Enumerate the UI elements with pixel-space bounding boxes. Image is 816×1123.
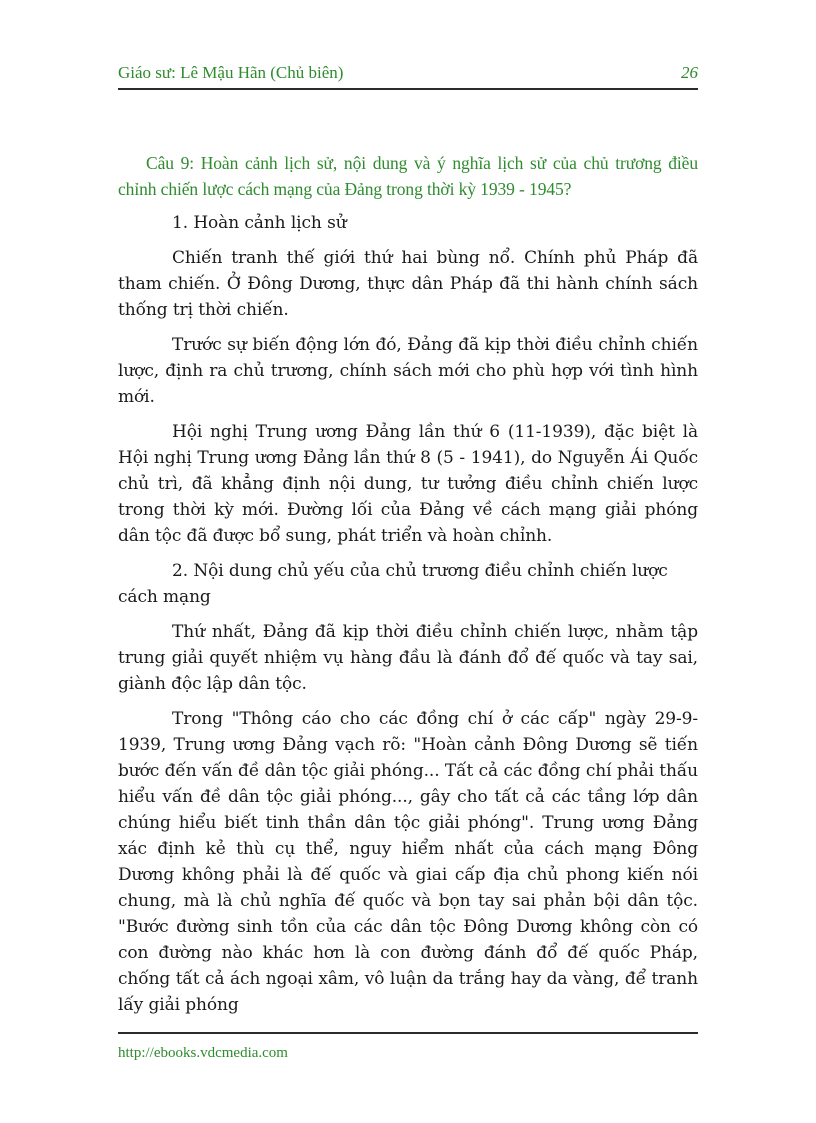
paragraph-1: Chiến tranh thế giới thứ hai bùng nổ. Chính phủ Pháp đã tham chiến. Ở Đông Dương, thực dân Pháp đã thi hành chính sách thống trị thời chiến.	[118, 248, 698, 320]
paragraph-5: Trong "Thông cáo cho các đồng chí ở các cấp" ngày 29-9-1939, Trung ương Đảng vạch rõ: "Hoàn cảnh Đông Dương sẽ tiến bước đến vấn đề dân tộc giải phóng... Tất cả các đồng chí phải thấu hiểu vấn đề dân tộc giải phóng..., gây cho tất cả các tầng lớp dân chúng hiểu biết tinh thần dân tộc giải phóng". Trung ương Đảng xác định kẻ thù cụ thể, nguy hiểm nhất của cách mạng Đông Dương không phải là đế quốc và giai cấp địa chủ phong kiến nói chung, mà là chủ nghĩa đế quốc và bọn tay sai phản bội dân tộc. "Bước đường sinh tồn của các dân tộc Đông Dương không còn có con đường nào khác hơn là con đường đánh đổ đế quốc Pháp, chống tất cả ách ngoại xâm, vô luận da trắng hay da vàng, để tranh lấy giải phóng	[118, 709, 698, 1015]
page-footer	[118, 1032, 698, 1061]
page-header	[118, 60, 698, 90]
document-page	[118, 0, 698, 1123]
paragraph-3: Hội nghị Trung ương Đảng lần thứ 6 (11-1939), đặc biệt là Hội nghị Trung ương Đảng lần thứ 8 (5 - 1941), do Nguyễn Ái Quốc chủ trì, đã khẳng định nội dung, tư tưởng điều chỉnh chiến lược trong thời kỳ mới. Đường lối của Đảng về cách mạng giải phóng dân tộc đã được bổ sung, phát triển và hoàn chỉnh.	[118, 422, 698, 546]
question-heading: Câu 9: Hoàn cảnh lịch sử, nội dung và ý nghĩa lịch sử của chủ trương điều chỉnh chiến lược cách mạng của Đảng trong thời kỳ 1939 - 1945?	[118, 153, 698, 199]
paragraph-4: Thứ nhất, Đảng đã kịp thời điều chỉnh chiến lược, nhằm tập trung giải quyết nhiệm vụ hàng đầu là đánh đổ đế quốc và tay sai, giành độc lập dân tộc.	[118, 622, 698, 694]
section-heading-1: 1. Hoàn cảnh lịch sử	[172, 213, 347, 233]
page-number: 26	[681, 63, 698, 82]
page-content	[118, 150, 698, 1018]
header-title: Giáo sư: Lê Mậu Hãn (Chủ biên)	[118, 63, 344, 82]
paragraph-2: Trước sự biến động lớn đó, Đảng đã kịp thời điều chỉnh chiến lược, định ra chủ trương, chính sách mới cho phù hợp với tình hình mới.	[118, 335, 698, 407]
footer-url: http://ebooks.vdcmedia.com	[118, 1045, 288, 1061]
section-heading-2: 2. Nội dung chủ yếu của chủ trương điều chỉnh chiến lược cách mạng	[118, 561, 668, 607]
